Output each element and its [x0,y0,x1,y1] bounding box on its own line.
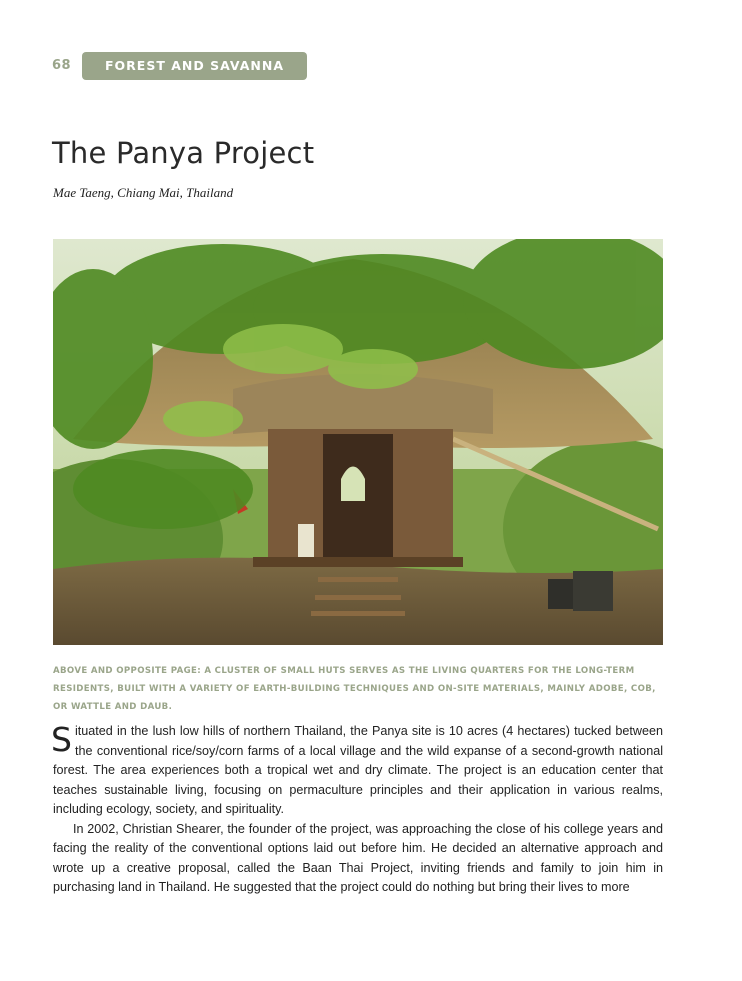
body-paragraph-1 [53,722,663,820]
section-tab: FOREST AND SAVANNA ZONES [82,52,307,80]
article-location: Mae Taeng, Chiang Mai, Thailand [53,185,234,200]
hut-platform [253,557,463,567]
page-number: 68 [52,58,72,73]
article-body [53,722,663,898]
photo-caption: ABOVE AND OPPOSITE PAGE: A CLUSTER OF SMALL HUTS SERVES AS THE LIVING QUARTERS FOR THE LONG-TERM RESIDENTS, BUILT WITH A VARIETY OF EARTH-BUILDING TECHNIQUES AND ON-SITE MATERIALS, MAINLY ADOBE, COB, OR WATTLE AND DAUB. [53,666,656,712]
water-jug [298,524,314,558]
hut-photo [53,239,663,645]
planter-pot [548,579,574,609]
article-title: The Panya Project [52,136,315,170]
thatched-hut-illustration [53,239,663,645]
body-paragraph-2: In 2002, Christian Shearer, the founder of the project, was approaching the close of his college years and facing the reality of the conventional options laid out before him. He decided an alternative approach and wrote up a creative proposal, called the Baan Thai Project, inviting friends and family to join him in purchasing land in Thailand. He suggested that the project could do nothing but bring their lives to more [53,821,663,894]
step-1 [318,577,398,582]
planter-bucket [573,571,613,611]
drop-cap: S [51,720,72,759]
step-2 [315,595,401,600]
step-3 [311,611,405,616]
paragraph-1-text: ituated in the lush low hills of northern Thailand, the Panya site is 10 acres (4 hectares) tucked between the conventional rice/soy/corn farms of a local village and the wild expanse of a second-growth national forest. The area experiences both a tropical wet and dry climate. The project is an education center that teaches sustainable living, focusing on permaculture principles and their application in various realms, including ecology, society, and spirituality. [53,724,663,816]
